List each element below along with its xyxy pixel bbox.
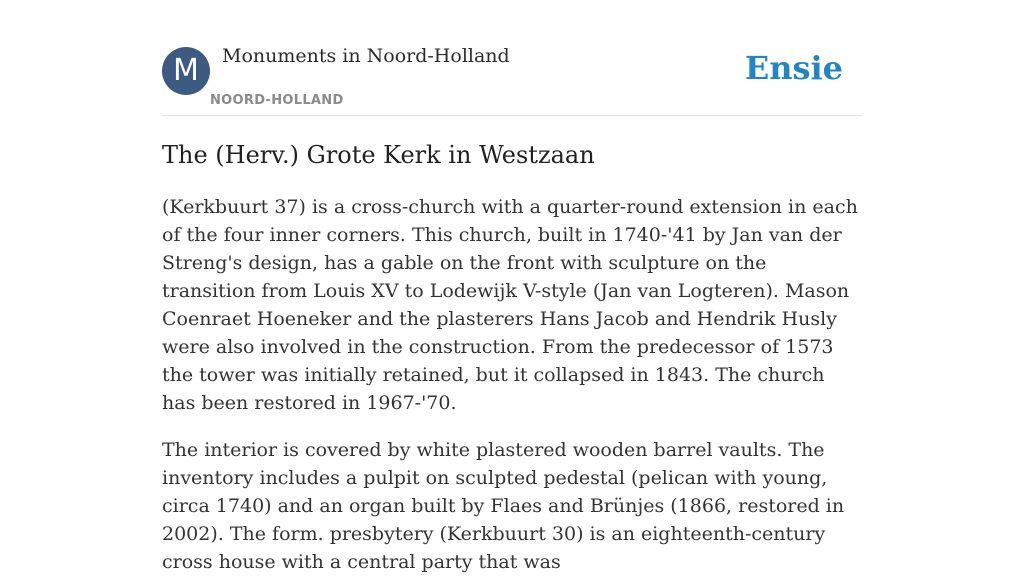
article-title: The (Herv.) Grote Kerk in Westzaan bbox=[162, 141, 595, 169]
article-paragraph-1: (Kerkbuurt 37) is a cross-church with a quarter-round extension in each of the four inner corners. This church, built in 1740-'41 by Jan van der Streng's design, has a gable on the front with sculpture on the transition from Louis XV to Lodewijk V-style (Jan van Logteren). Mason Coenraet Hoeneker and the plasterers Hans Jacob and Hendrik Husly were also involved in the construction. From the predecessor of 1573 the tower was initially retained, but it collapsed in 1843. The church has been restored in 1967-'70. bbox=[162, 196, 858, 414]
article-paragraph-2: The interior is covered by white plastered wooden barrel vaults. The inventory includes a pulpit on sculpted pedestal (pelican with young, circa 1740) and an organ built by Flaes and Brünjes (1866, restored in 2002). The form. presbytery (Kerkbuurt 30) is an eighteenth-century cross house with a central party that was bbox=[162, 439, 845, 573]
avatar[interactable]: M bbox=[162, 47, 210, 95]
content-container bbox=[162, 0, 862, 576]
collection-title[interactable]: Monuments in Noord-Holland bbox=[222, 45, 510, 67]
header bbox=[162, 0, 862, 116]
brand-logo[interactable]: Ensie bbox=[744, 49, 843, 87]
category-label[interactable]: NOORD-HOLLAND bbox=[210, 93, 344, 108]
